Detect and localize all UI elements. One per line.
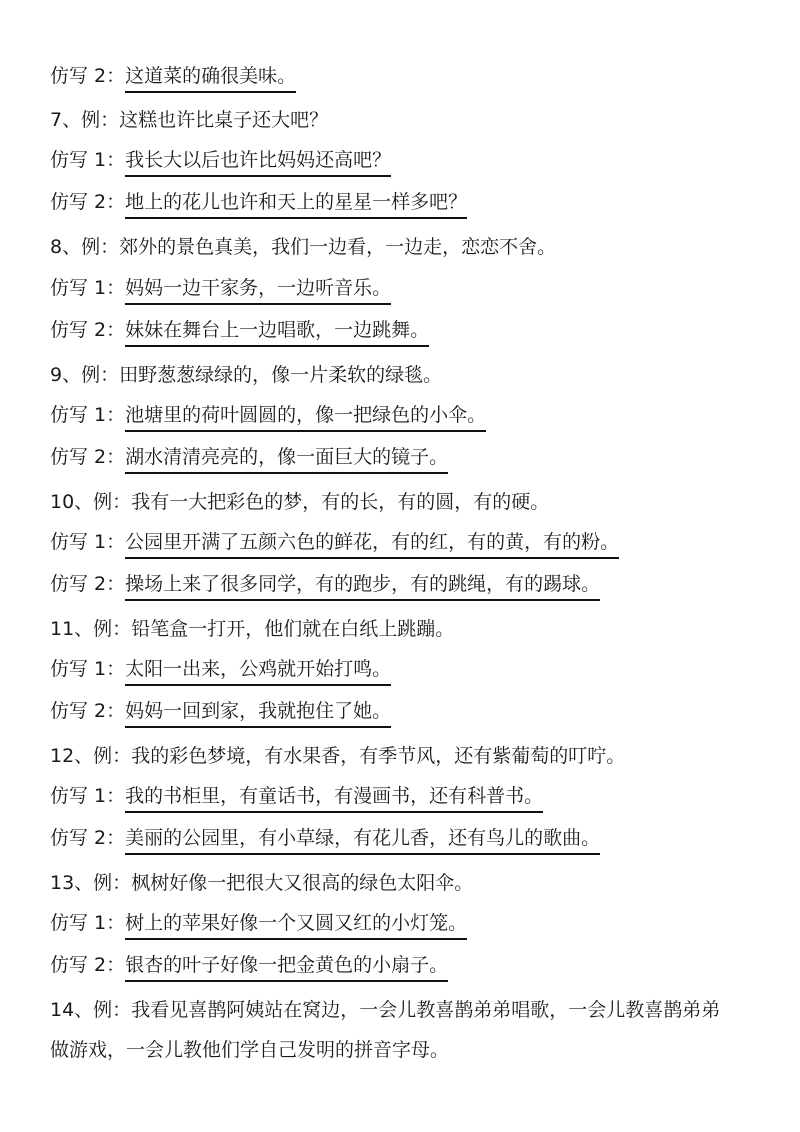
line-label: 8、例： [50, 236, 120, 258]
answer-text: 湖水清清亮亮的，像一面巨大的镜子。 [125, 445, 448, 474]
example-text: 这糕也许比桌子还大吧？ [119, 109, 329, 131]
line-label: 仿写 1： [50, 404, 126, 426]
exercise-line [50, 824, 600, 852]
line-label: 仿写 2： [50, 446, 126, 468]
example-line [50, 106, 328, 134]
answer-text: 我的书柜里，有童话书，有漫画书，还有科普书。 [125, 784, 543, 813]
example-line [50, 742, 625, 770]
line-label: 7、例： [50, 109, 120, 131]
answer-text: 地上的花儿也许和天上的星星一样多吧？ [125, 190, 467, 219]
answer-text: 妈妈一回到家，我就抱住了她。 [125, 699, 391, 728]
example-line [50, 869, 473, 897]
line-label: 仿写 1： [50, 785, 126, 807]
line-label: 仿写 2： [50, 319, 126, 341]
exercise-line [50, 274, 391, 302]
exercise-line [50, 401, 486, 429]
exercise-line [50, 951, 448, 979]
line-label: 12、例： [50, 745, 132, 767]
example-text: 郊外的景色真美，我们一边看，一边走，恋恋不舍。 [119, 236, 557, 258]
example-line [50, 615, 454, 643]
answer-text: 妹妹在舞台上一边唱歌，一边跳舞。 [125, 318, 429, 347]
answer-text: 池塘里的荷叶圆圆的，像一把绿色的小伞。 [125, 403, 486, 432]
example-text: 田野葱葱绿绿的，像一片柔软的绿毯。 [119, 364, 443, 386]
exercise-line [50, 528, 619, 556]
example-text: 铅笔盒一打开，他们就在白纸上跳蹦。 [131, 618, 455, 640]
answer-text: 我长大以后也许比妈妈还高吧？ [125, 148, 391, 177]
exercise-line [50, 62, 296, 90]
line-label: 仿写 1： [50, 277, 126, 299]
line-label: 仿写 2： [50, 65, 126, 87]
line-label: 仿写 2： [50, 700, 126, 722]
answer-text: 银杏的叶子好像一把金黄色的小扇子。 [125, 953, 448, 982]
answer-text: 妈妈一边干家务，一边听音乐。 [125, 276, 391, 305]
exercise-line [50, 316, 429, 344]
line-label: 仿写 1： [50, 912, 126, 934]
example-text: 枫树好像一把很大又很高的绿色太阳伞。 [131, 872, 474, 894]
exercise-line [50, 188, 467, 216]
exercise-line [50, 909, 467, 937]
example-line [50, 488, 549, 516]
exercise-line [50, 697, 391, 725]
exercise-line [50, 443, 448, 471]
exercise-line [50, 570, 600, 598]
line-label: 仿写 1： [50, 149, 126, 171]
example-text: 我有一大把彩色的梦，有的长，有的圆，有的硬。 [131, 491, 550, 513]
example-line [50, 996, 720, 1024]
line-label: 9、例： [50, 364, 120, 386]
answer-text: 公园里开满了五颜六色的鲜花，有的红，有的黄，有的粉。 [125, 530, 619, 559]
answer-text: 美丽的公园里，有小草绿，有花儿香，还有鸟儿的歌曲。 [125, 826, 600, 855]
line-label: 仿写 1： [50, 658, 126, 680]
line-label: 仿写 2： [50, 191, 126, 213]
answer-text: 太阳一出来，公鸡就开始打鸣。 [125, 657, 391, 686]
example-line-continuation: 做游戏，一会儿教他们学自己发明的拼音字母。 [50, 1039, 450, 1061]
answer-text: 这道菜的确很美味。 [125, 64, 296, 93]
exercise-line [50, 782, 543, 810]
line-label: 仿写 2： [50, 573, 126, 595]
answer-text: 操场上来了很多同学，有的跑步，有的跳绳，有的踢球。 [125, 572, 600, 601]
line-label: 仿写 2： [50, 827, 126, 849]
exercise-line [50, 655, 391, 683]
example-text: 我看见喜鹊阿姨站在窝边，一会儿教喜鹊弟弟唱歌，一会儿教喜鹊弟弟 [131, 999, 721, 1021]
line-label: 11、例： [50, 618, 132, 640]
line-label: 14、例： [50, 999, 132, 1021]
line-label: 13、例： [50, 872, 132, 894]
exercise-line [50, 146, 391, 174]
example-line [50, 361, 442, 389]
line-label: 仿写 1： [50, 531, 126, 553]
example-line [50, 233, 556, 261]
line-label: 仿写 2： [50, 954, 126, 976]
line-label: 10、例： [50, 491, 132, 513]
answer-text: 树上的苹果好像一个又圆又红的小灯笼。 [125, 911, 467, 940]
example-text: 我的彩色梦境，有水果香，有季节风，还有紫葡萄的叮咛。 [131, 745, 626, 767]
